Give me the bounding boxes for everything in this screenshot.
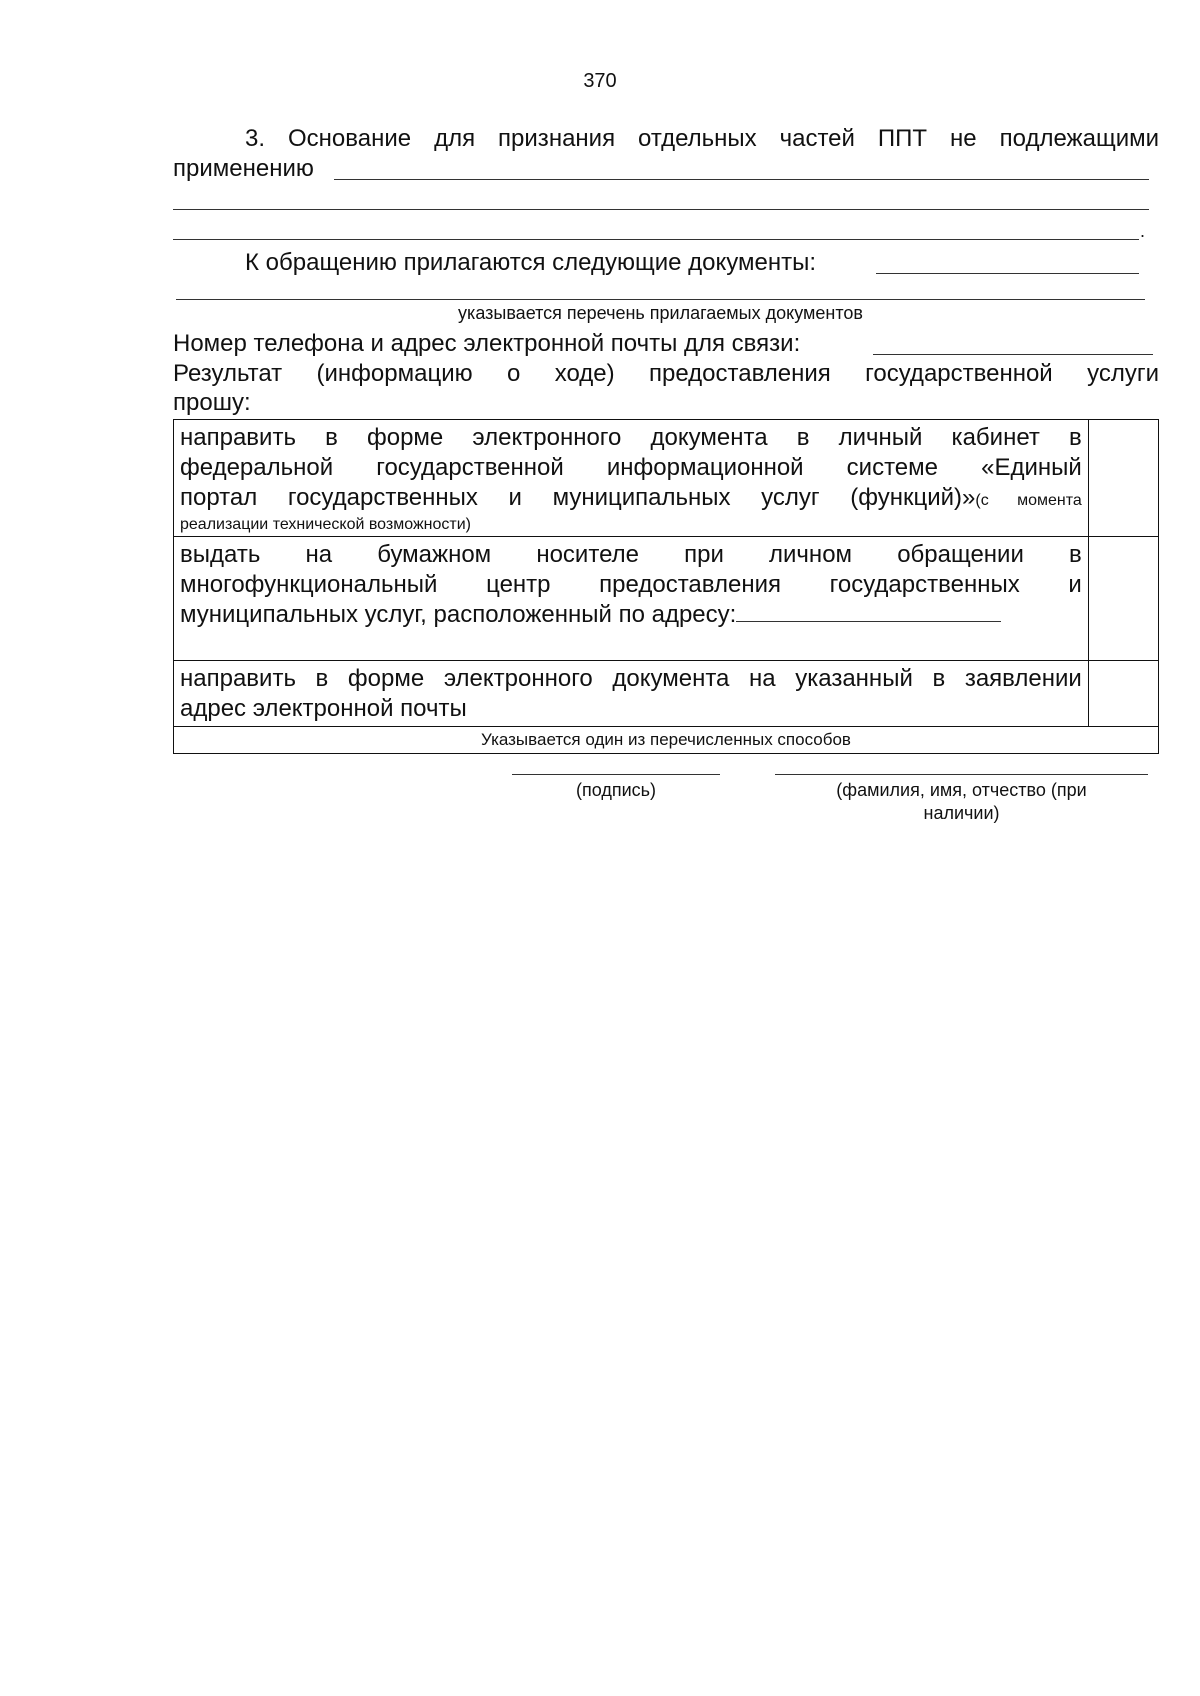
option-email-text — [174, 661, 1089, 727]
result-line1: Результат (информацию о ходе) предоставления государственной услуги — [173, 360, 1159, 387]
signature-line[interactable] — [512, 774, 720, 775]
option-portal-checkbox[interactable] — [1088, 420, 1158, 537]
option-row-portal — [174, 420, 1159, 537]
result-line2: прошу: — [173, 389, 251, 416]
contact-fill-line[interactable] — [873, 354, 1153, 355]
option-row-mfc — [174, 537, 1159, 661]
section3-fill-line-2[interactable] — [173, 209, 1149, 210]
attachments-fill-line-2[interactable] — [176, 299, 1145, 300]
attachments-label: К обращению прилагаются следующие документы: — [245, 249, 816, 276]
option-email-line2: адрес электронной почты — [180, 695, 467, 722]
option-portal-line3-small: (с момента — [975, 492, 1082, 509]
option-portal-line3-main: портал государственных и муниципальных услуг (функций)» — [180, 484, 976, 511]
full-name-caption-line1: (фамилия, имя, отчество (при — [836, 780, 1087, 800]
section3-trailing-period: . — [1140, 221, 1146, 241]
option-email-line1: направить в форме электронного документа на указанный в заявлении — [180, 665, 1082, 692]
option-mfc-line3 — [180, 600, 1082, 630]
option-mfc-text — [174, 537, 1089, 661]
option-mfc-checkbox[interactable] — [1088, 537, 1158, 661]
attachments-caption: указывается перечень прилагаемых документов — [458, 303, 863, 323]
table-note: Указывается один из перечисленных способов — [174, 727, 1159, 754]
section3-heading-line2: применению — [173, 155, 314, 182]
signature-caption: (подпись) — [575, 780, 657, 800]
delivery-options-table — [173, 419, 1159, 754]
option-portal-text — [174, 420, 1089, 537]
option-mfc-line3-text: муниципальных услуг, расположенный по адресу: — [180, 601, 737, 628]
option-row-email — [174, 661, 1159, 727]
option-portal-line3 — [180, 483, 1082, 516]
full-name-caption-line2: наличии) — [923, 803, 1000, 823]
section3-heading-line1: 3. Основание для признания отдельных частей ППТ не подлежащими — [245, 125, 1159, 152]
section3-fill-line-1[interactable] — [334, 179, 1149, 180]
attachments-fill-line-1[interactable] — [876, 273, 1139, 274]
section3-fill-line-3[interactable] — [173, 239, 1139, 240]
option-mfc-line2: многофункциональный центр предоставления государственных и — [180, 571, 1082, 598]
option-portal-line1: направить в форме электронного документа в личный кабинет в — [180, 424, 1082, 451]
full-name-line[interactable] — [775, 774, 1148, 775]
table-note-row — [174, 727, 1159, 754]
option-portal-line4: реализации технической возможности) — [180, 516, 471, 533]
option-mfc-address-fill[interactable] — [736, 601, 1001, 622]
option-mfc-line1: выдать на бумажном носителе при личном обращении в — [180, 541, 1082, 568]
option-portal-line2: федеральной государственной информационной системе «Единый — [180, 454, 1082, 481]
page-number: 370 — [583, 70, 617, 92]
contact-label: Номер телефона и адрес электронной почты для связи: — [173, 330, 801, 357]
option-email-checkbox[interactable] — [1088, 661, 1158, 727]
